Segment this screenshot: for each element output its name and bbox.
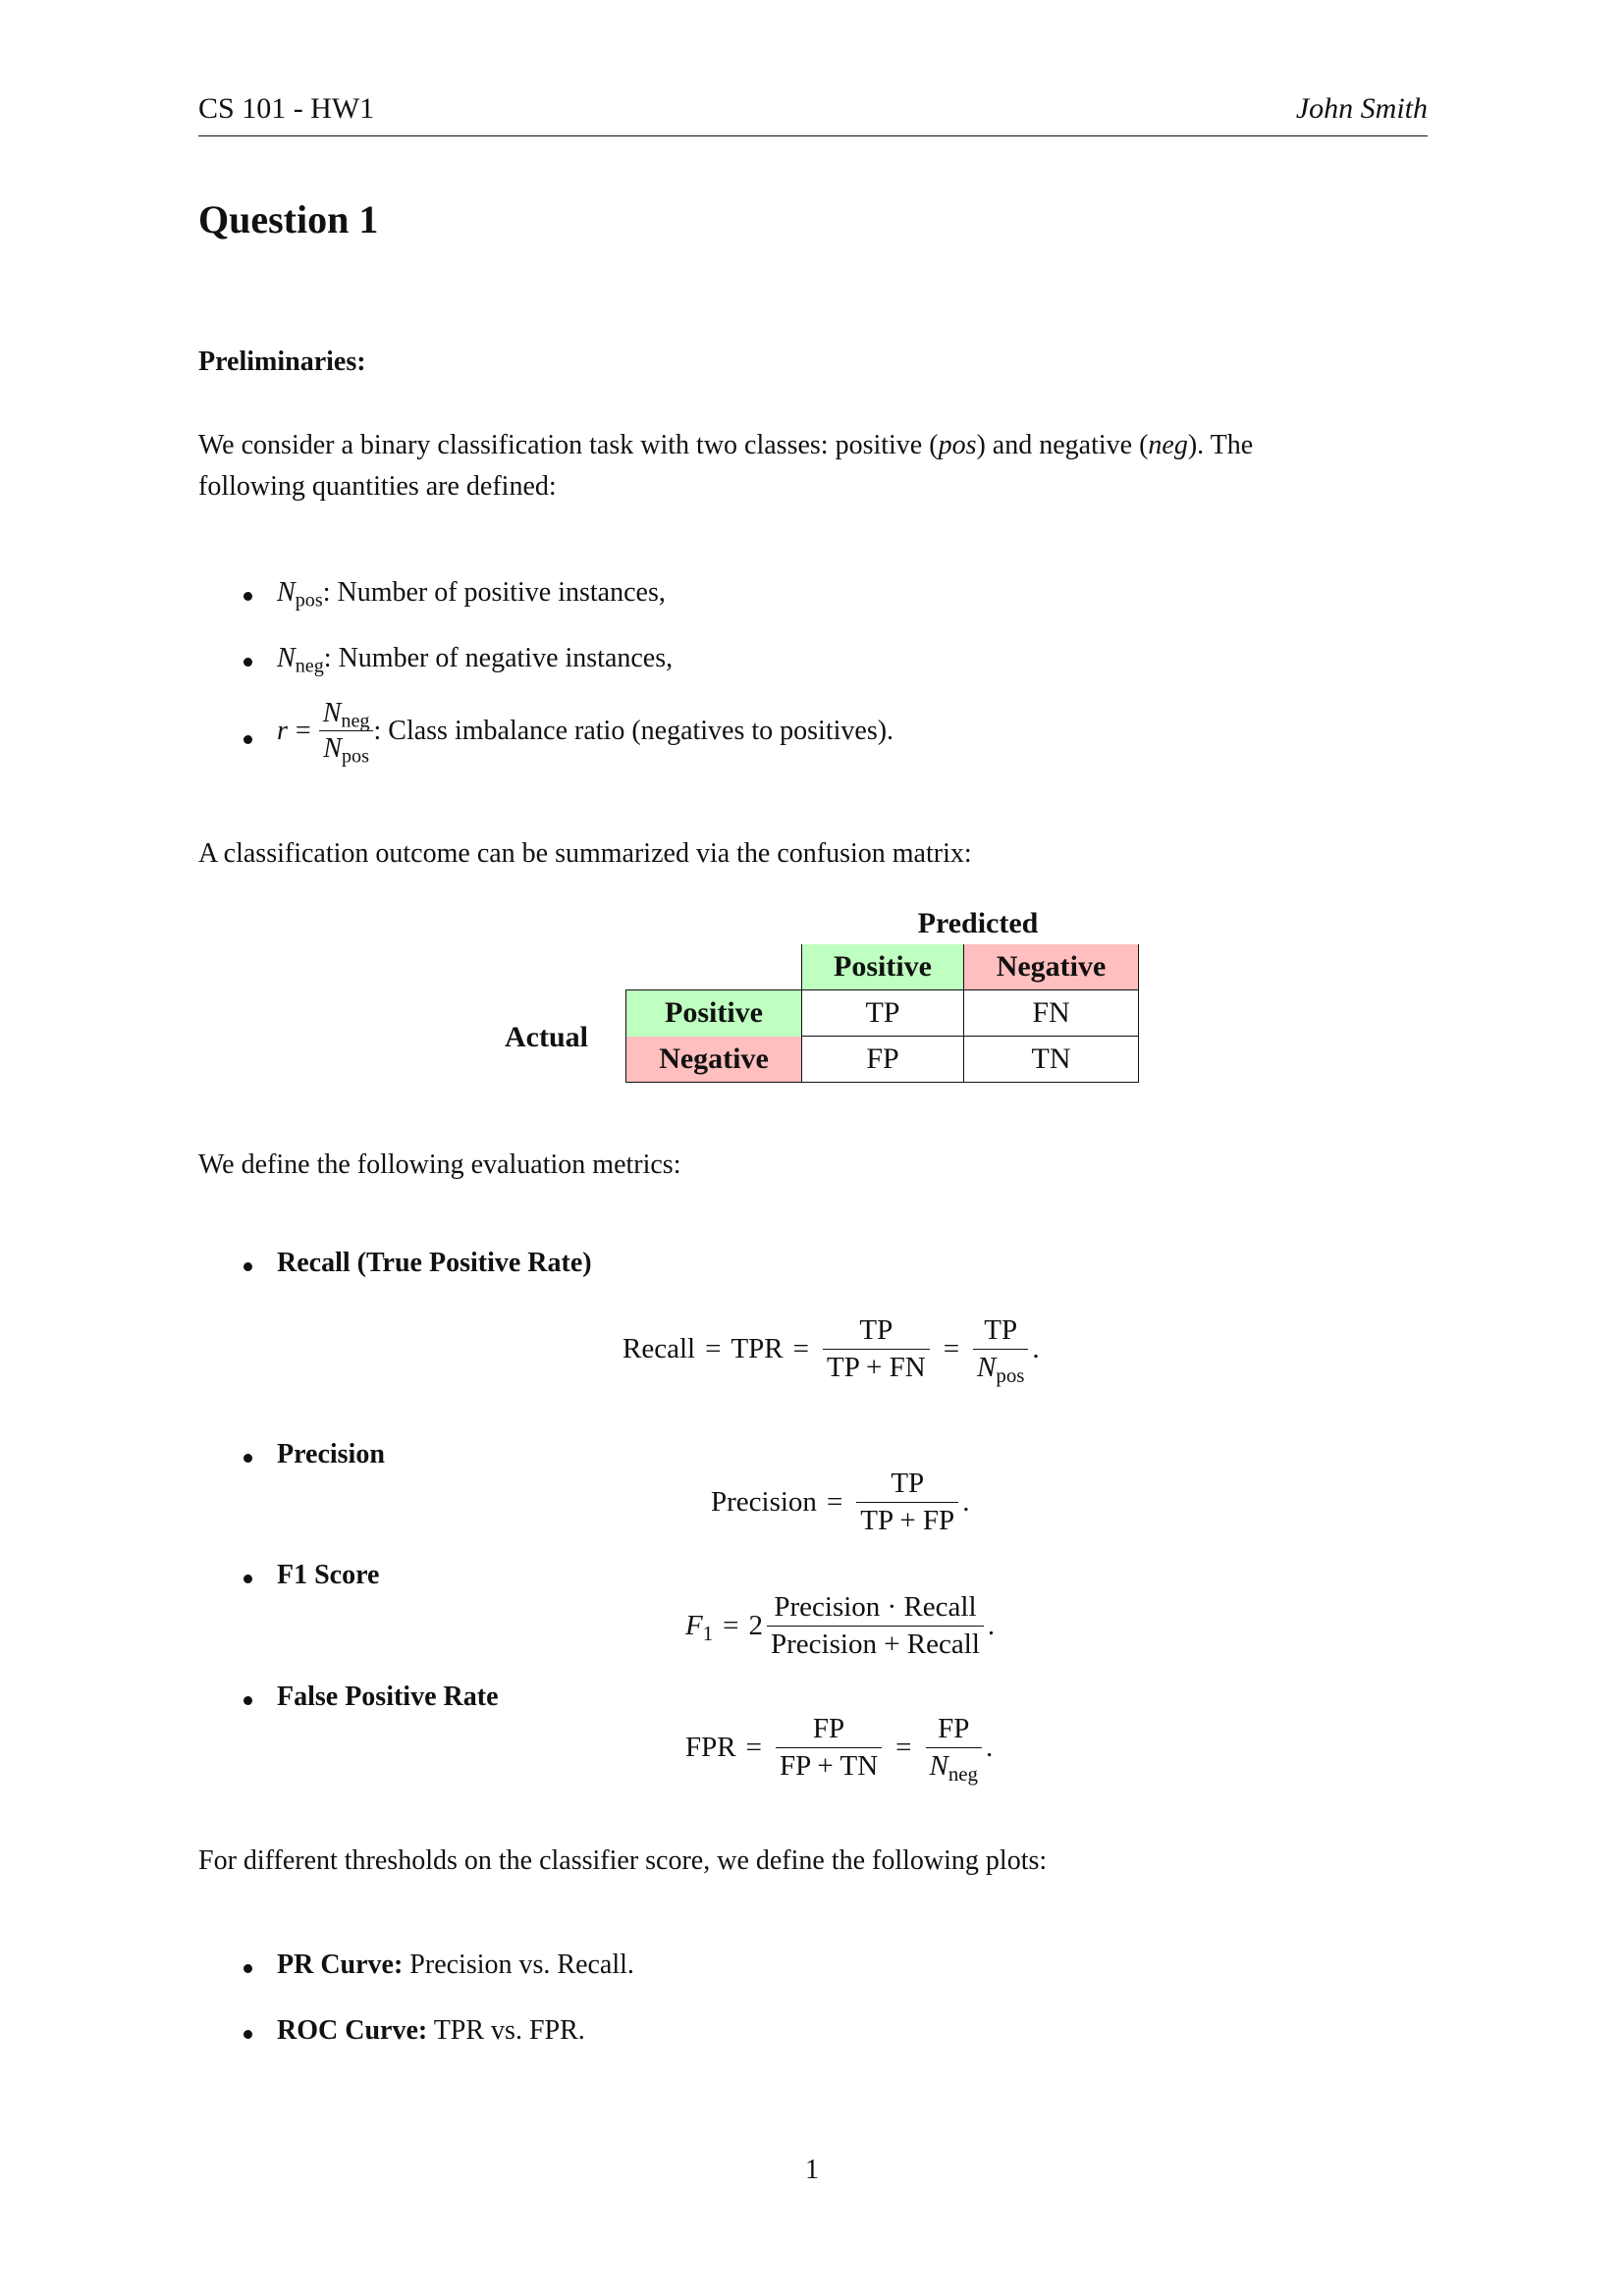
header-course: CS 101 - HW1 [198, 92, 375, 125]
denominator: Precision + Recall [767, 1626, 984, 1659]
empty-corner [626, 944, 802, 990]
fraction [776, 1714, 882, 1781]
equals: = [723, 1609, 739, 1641]
metric-label-fpr: False Positive Rate [277, 1682, 499, 1712]
bullet-icon [244, 1575, 252, 1583]
denominator-subscript: neg [947, 1761, 978, 1786]
metrics-intro: We define the following evaluation metrics: [198, 1149, 681, 1180]
page-title: Question 1 [198, 197, 379, 241]
intro-text: ) and negative ( [976, 430, 1149, 460]
plots-intro: For different thresholds on the classifier score, we define the following plots: [198, 1845, 1048, 1876]
equals: = [895, 1731, 912, 1763]
row-header-negative: Negative [626, 1037, 802, 1083]
table-row [626, 1037, 1139, 1083]
description: : Class imbalance ratio (negatives to positives). [373, 715, 894, 746]
numerator: TP [859, 1314, 893, 1347]
period: . [987, 1609, 996, 1641]
recall-formula [623, 1311, 1040, 1386]
confusion-intro: A classification outcome can be summarized via the confusion matrix: [198, 838, 972, 869]
equals: = [792, 1332, 809, 1364]
fraction [823, 1315, 930, 1382]
period: . [985, 1731, 994, 1763]
bullet-icon [244, 735, 252, 744]
header-rule [198, 135, 1428, 136]
table-row [626, 990, 1139, 1037]
formula-lhs: Recall [623, 1332, 696, 1364]
plot-name: PR Curve: [277, 1949, 404, 1980]
formula-term: TPR [731, 1332, 784, 1364]
cell-tp: TP [802, 990, 964, 1037]
plot-item-pr [277, 1951, 634, 1979]
cell-tn: TN [964, 1037, 1139, 1083]
quantity-nneg [277, 643, 674, 677]
predicted-label: Predicted [917, 907, 1039, 939]
denominator: TP + FP [856, 1502, 958, 1535]
numerator: Precision · Recall [774, 1591, 977, 1624]
metric-label-recall: Recall (True Positive Rate) [277, 1248, 592, 1278]
intro-text: We consider a binary classification task with two classes: positive ( [198, 430, 939, 460]
equals: = [705, 1332, 722, 1364]
period: . [962, 1485, 970, 1518]
formula-lhs-subscript: 1 [702, 1621, 714, 1645]
coefficient: 2 [748, 1609, 764, 1641]
plot-description: TPR vs. FPR. [433, 2015, 585, 2046]
denominator-subscript: pos [996, 1362, 1025, 1387]
symbol: r [277, 715, 288, 746]
f1-formula [685, 1588, 995, 1663]
bullet-icon [244, 1454, 252, 1463]
pos-term: pos [938, 430, 977, 460]
equals: = [826, 1485, 843, 1518]
quantity-npos [277, 577, 666, 612]
quantity-ratio [277, 698, 894, 769]
plot-description: Precision vs. Recall. [409, 1949, 634, 1980]
description: : Number of positive instances, [322, 577, 666, 608]
denominator-symbol: N [323, 733, 342, 765]
preliminaries-heading: Preliminaries: [198, 347, 366, 377]
bullet-icon [244, 2030, 252, 2039]
symbol: N [277, 643, 296, 673]
ratio-fraction [319, 698, 374, 769]
precision-formula [711, 1465, 969, 1539]
confusion-matrix [625, 944, 1139, 1083]
row-header-positive: Positive [626, 990, 802, 1037]
description: : Number of negative instances, [323, 643, 674, 673]
table-header-row [626, 944, 1139, 990]
numerator: TP [984, 1314, 1018, 1347]
intro-paragraph-line2: following quantities are defined: [198, 471, 557, 502]
fraction [973, 1314, 1028, 1387]
metric-label-precision: Precision [277, 1439, 385, 1469]
equals: = [943, 1332, 960, 1364]
actual-label: Actual [505, 1021, 588, 1053]
denominator-symbol: N [929, 1749, 948, 1782]
denominator: TP + FN [823, 1349, 930, 1382]
subscript: pos [295, 589, 323, 612]
symbol: N [277, 577, 296, 608]
fraction [926, 1713, 982, 1786]
numerator: FP [812, 1713, 845, 1745]
subscript: neg [295, 655, 324, 677]
numerator: TP [891, 1468, 925, 1500]
fpr-formula [685, 1710, 993, 1785]
fraction [767, 1592, 984, 1659]
numerator-symbol: N [322, 698, 342, 728]
numerator: FP [938, 1713, 970, 1745]
bullet-icon [244, 1696, 252, 1705]
formula-lhs: FPR [685, 1731, 736, 1763]
bullet-icon [244, 592, 252, 601]
plot-item-roc [277, 2017, 585, 2045]
bullet-icon [244, 658, 252, 667]
plot-name: ROC Curve: [277, 2015, 428, 2046]
bullet-icon [244, 1262, 252, 1271]
intro-text: ). The [1187, 430, 1254, 460]
equals: = [745, 1731, 762, 1763]
fraction [856, 1468, 958, 1535]
col-header-negative: Negative [964, 944, 1139, 990]
denominator: FP + TN [776, 1747, 882, 1781]
denominator-symbol: N [977, 1351, 997, 1383]
formula-lhs: Precision [711, 1485, 817, 1518]
formula-lhs-symbol: F [685, 1609, 703, 1641]
equals: = [295, 715, 311, 746]
col-header-positive: Positive [802, 944, 964, 990]
denominator-subscript: pos [341, 746, 369, 769]
cell-fn: FN [964, 990, 1139, 1037]
header-author: John Smith [1295, 92, 1428, 125]
neg-term: neg [1148, 430, 1188, 460]
intro-paragraph-line1 [198, 432, 1253, 459]
page-number: 1 [805, 2155, 819, 2185]
period: . [1032, 1332, 1040, 1364]
cell-fp: FP [802, 1037, 964, 1083]
bullet-icon [244, 1964, 252, 1973]
metric-label-f1: F1 Score [277, 1560, 380, 1590]
numerator-subscript: neg [341, 710, 370, 732]
